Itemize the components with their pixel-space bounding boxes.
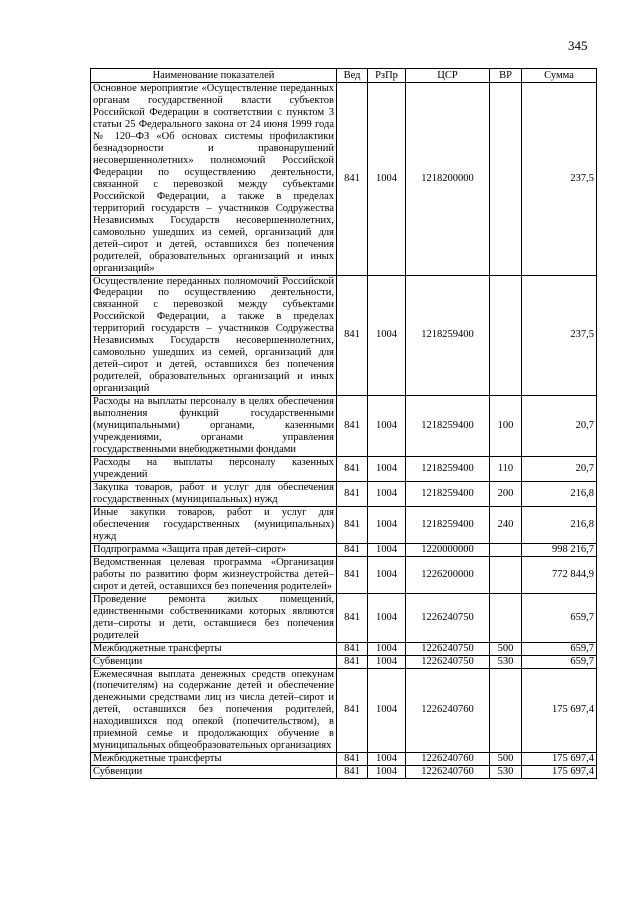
cell-vr: 530 (490, 655, 522, 668)
cell-sum: 237,5 (522, 83, 597, 276)
cell-ved: 841 (337, 593, 368, 642)
table-row (91, 275, 597, 396)
cell-name: Основное мероприятие «Осуществление переданных органам государственной власти субъектов Российской Федерации в соответствии с пунктом 3 статьи 25 Федерального закона от 24 июня 1999 года № 120–ФЗ «Об основах системы профилактики безнадзорности и правонарушений несовершеннолетних» полномочий Российской Федерации по осуществлению деятельности, связанной с перевозкой между субъектами Российской Федерации, а также в пределах территорий государств – участников Содружества Независимых Государств несовершеннолетних, самовольно ушедших из семей, организаций для детей–сирот и детей, оставшихся без попечения родителей, образовательных организаций и иных организаций» (91, 83, 337, 276)
table-row (91, 642, 597, 655)
cell-vr (490, 593, 522, 642)
cell-rzpr: 1004 (368, 275, 406, 396)
cell-ved: 841 (337, 642, 368, 655)
cell-sum: 998 216,7 (522, 543, 597, 556)
cell-rzpr: 1004 (368, 481, 406, 506)
table-row (91, 543, 597, 556)
cell-name: Иные закупки товаров, работ и услуг для обеспечения государственных (муниципальных) нужд (91, 506, 337, 543)
cell-vr (490, 668, 522, 753)
cell-sum: 20,7 (522, 396, 597, 457)
cell-ved: 841 (337, 655, 368, 668)
cell-csr: 1226240760 (406, 753, 490, 766)
cell-name: Ведомственная целевая программа «Организация работы по развитию форм жизнеустройства детей–сирот и детей, оставшихся без попечения родителей» (91, 556, 337, 593)
cell-rzpr: 1004 (368, 753, 406, 766)
header-sum: Сумма (522, 69, 597, 83)
cell-ved: 841 (337, 556, 368, 593)
cell-sum: 659,7 (522, 593, 597, 642)
cell-rzpr: 1004 (368, 668, 406, 753)
cell-name: Межбюджетные трансферты (91, 753, 337, 766)
cell-name: Межбюджетные трансферты (91, 642, 337, 655)
cell-rzpr: 1004 (368, 506, 406, 543)
cell-rzpr: 1004 (368, 766, 406, 779)
cell-ved: 841 (337, 668, 368, 753)
cell-rzpr: 1004 (368, 655, 406, 668)
cell-vr: 100 (490, 396, 522, 457)
cell-csr: 1226200000 (406, 556, 490, 593)
cell-vr (490, 543, 522, 556)
table-row (91, 481, 597, 506)
cell-sum: 772 844,9 (522, 556, 597, 593)
cell-sum: 659,7 (522, 655, 597, 668)
cell-csr: 1226240750 (406, 642, 490, 655)
cell-csr: 1226240760 (406, 668, 490, 753)
cell-vr: 200 (490, 481, 522, 506)
cell-ved: 841 (337, 275, 368, 396)
cell-rzpr: 1004 (368, 593, 406, 642)
cell-sum: 659,7 (522, 642, 597, 655)
table-row (91, 753, 597, 766)
cell-csr: 1218259400 (406, 481, 490, 506)
cell-ved: 841 (337, 457, 368, 482)
cell-ved: 841 (337, 543, 368, 556)
cell-name: Субвенции (91, 655, 337, 668)
cell-csr: 1226240750 (406, 655, 490, 668)
cell-csr: 1218200000 (406, 83, 490, 276)
table-row (91, 668, 597, 753)
cell-vr (490, 275, 522, 396)
cell-csr: 1226240750 (406, 593, 490, 642)
cell-ved: 841 (337, 396, 368, 457)
cell-csr: 1218259400 (406, 457, 490, 482)
cell-name: Расходы на выплаты персоналу в целях обеспечения выполнения функций государственными (муниципальными) органами, казенными учреждениями, органами управления государственными внебюджетными фондами (91, 396, 337, 457)
cell-ved: 841 (337, 481, 368, 506)
cell-csr: 1218259400 (406, 396, 490, 457)
table-row (91, 457, 597, 482)
cell-vr: 530 (490, 766, 522, 779)
cell-name: Подпрограмма «Защита прав детей–сирот» (91, 543, 337, 556)
cell-vr (490, 83, 522, 276)
cell-rzpr: 1004 (368, 543, 406, 556)
cell-ved: 841 (337, 766, 368, 779)
cell-ved: 841 (337, 753, 368, 766)
cell-ved: 841 (337, 83, 368, 276)
cell-sum: 175 697,4 (522, 668, 597, 753)
cell-sum: 216,8 (522, 506, 597, 543)
table-row (91, 593, 597, 642)
cell-sum: 175 697,4 (522, 753, 597, 766)
cell-rzpr: 1004 (368, 396, 406, 457)
table-row (91, 766, 597, 779)
cell-sum: 216,8 (522, 481, 597, 506)
cell-name: Расходы на выплаты персоналу казенных учреждений (91, 457, 337, 482)
cell-csr: 1226240760 (406, 766, 490, 779)
cell-csr: 1218259400 (406, 506, 490, 543)
cell-vr: 110 (490, 457, 522, 482)
cell-name: Субвенции (91, 766, 337, 779)
table-row (91, 506, 597, 543)
cell-name: Проведение ремонта жилых помещений, единственными собственниками которых являются дети–сироты и дети, оставшиеся без попечения родителей (91, 593, 337, 642)
table-row (91, 556, 597, 593)
budget-table (90, 68, 597, 779)
cell-vr: 500 (490, 753, 522, 766)
cell-rzpr: 1004 (368, 642, 406, 655)
cell-csr: 1220000000 (406, 543, 490, 556)
cell-sum: 237,5 (522, 275, 597, 396)
header-csr: ЦСР (406, 69, 490, 83)
page-number: 345 (568, 38, 588, 53)
cell-rzpr: 1004 (368, 457, 406, 482)
cell-rzpr: 1004 (368, 556, 406, 593)
cell-name: Закупка товаров, работ и услуг для обеспечения государственных (муниципальных) нужд (91, 481, 337, 506)
table-row (91, 396, 597, 457)
cell-ved: 841 (337, 506, 368, 543)
cell-vr: 500 (490, 642, 522, 655)
header-rzpr: РзПр (368, 69, 406, 83)
table-header-row (91, 69, 597, 83)
cell-rzpr: 1004 (368, 83, 406, 276)
table-row (91, 83, 597, 276)
cell-csr: 1218259400 (406, 275, 490, 396)
cell-name: Осуществление переданных полномочий Российской Федерации по осуществлению деятельности, связанной с перевозкой между субъектами Российской Федерации, а также в пределах территорий государств – участников Содружества Независимых Государств несовершеннолетних, самовольно ушедших из семей, организаций для детей–сирот и детей, оставшихся без попечения родителей, образовательных организаций и иных организаций (91, 275, 337, 396)
cell-vr (490, 556, 522, 593)
cell-sum: 20,7 (522, 457, 597, 482)
cell-name: Ежемесячная выплата денежных средств опекунам (попечителям) на содержание детей и обеспечение денежными средствами лиц из числа детей–сирот и детей, оставшихся без попечения родителей, находившихся под опекой (попечительством), в приемной семье и продолжающих обучение в муниципальных общеобразовательных организациях (91, 668, 337, 753)
header-vr: ВР (490, 69, 522, 83)
header-ved: Вед (337, 69, 368, 83)
cell-sum: 175 697,4 (522, 766, 597, 779)
cell-vr: 240 (490, 506, 522, 543)
header-name: Наименование показателей (91, 69, 337, 83)
table-row (91, 655, 597, 668)
